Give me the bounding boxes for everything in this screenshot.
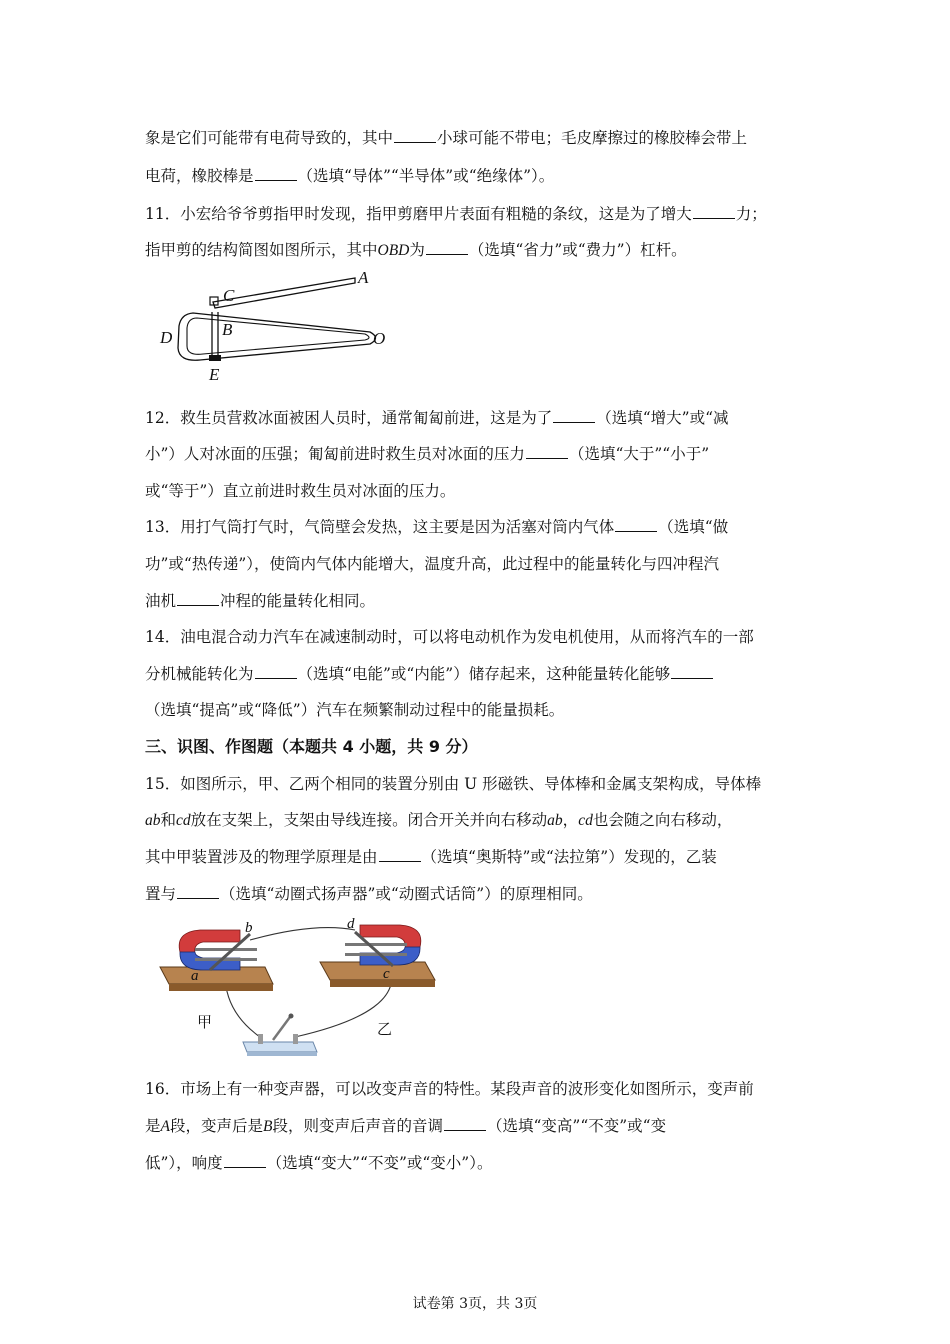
answer-blank[interactable] xyxy=(693,204,735,219)
q16-var: B xyxy=(263,1118,273,1135)
q15-text: 15．如图所示，甲、乙两个相同的装置分别由 U 形磁铁、导体棒和金属支架构成，导体棒 xyxy=(145,775,762,793)
q13-text: 冲程的能量转化相同。 xyxy=(220,592,376,610)
q10-text: 象是它们可能带有电荷导致的，其中 xyxy=(145,129,394,147)
q14-line3 xyxy=(145,700,564,720)
answer-blank[interactable] xyxy=(177,884,219,899)
q15-text: 其中甲装置涉及的物理学原理是由 xyxy=(145,848,378,866)
switch-handle xyxy=(289,1014,294,1019)
label-E: E xyxy=(209,365,220,384)
switch-post-left xyxy=(258,1034,263,1044)
answer-blank[interactable] xyxy=(426,240,468,255)
q14-line1 xyxy=(145,627,754,647)
q10-text: 小球可能不带电；毛皮摩擦过的橡胶棒会带上 xyxy=(437,129,748,147)
answer-blank[interactable] xyxy=(177,591,219,606)
section-heading: 三、识图、作图题（本题共 4 小题，共 9 分） xyxy=(145,737,478,756)
wire-top xyxy=(250,928,355,940)
answer-blank[interactable] xyxy=(671,664,713,679)
q15-text: 放在支架上，支架由导线连接。闭合开关并向右移动 xyxy=(190,811,548,829)
q13-text: 13．用打气筒打气时，气筒壁会发热，这主要是因为活塞对筒内气体 xyxy=(145,518,615,536)
q12-text: 小”）人对冰面的压强；匍匐前进时救生员对冰面的压力 xyxy=(145,445,525,463)
q13-text: 功”或“热传递”），使筒内气体内能增大，温度升高，此过程中的能量转化与四冲程汽 xyxy=(145,555,720,573)
q11-text: 为 xyxy=(409,241,425,259)
q13-text: 油机 xyxy=(145,592,177,610)
answer-blank[interactable] xyxy=(526,444,568,459)
q15-text: 置与 xyxy=(145,885,177,903)
q16-text: （选填“变大”“不变”或“变小”）。 xyxy=(266,1154,493,1172)
q12-text: （选填“大于”“小于” xyxy=(568,445,710,463)
q14-text: 分机械能转化为 xyxy=(145,665,254,683)
q11-text: 力； xyxy=(735,205,767,223)
q11-text: （选填“省力”或“费力”）杠杆。 xyxy=(468,241,687,259)
q16-text: 段，变声后是 xyxy=(169,1117,263,1135)
q15-line3 xyxy=(145,847,717,867)
q15-text: 和 xyxy=(160,811,177,829)
q11-line2 xyxy=(145,240,687,261)
label-b: b xyxy=(245,920,253,936)
clipper-inner xyxy=(187,318,369,354)
q12-line2 xyxy=(145,444,709,464)
answer-blank[interactable] xyxy=(255,166,297,181)
answer-blank[interactable] xyxy=(444,1116,486,1131)
q16-text: 低”），响度 xyxy=(145,1154,223,1172)
q16-line2 xyxy=(145,1116,666,1137)
answer-blank[interactable] xyxy=(553,408,595,423)
q16-var: A xyxy=(160,1118,170,1135)
q11-text: 11．小宏给爷爷剪指甲时发现，指甲剪磨甲片表面有粗糙的条纹，这是为了增大 xyxy=(145,205,692,223)
switch-base xyxy=(243,1042,317,1052)
answer-blank[interactable] xyxy=(379,847,421,862)
q15-line1 xyxy=(145,774,761,794)
rail-right xyxy=(345,943,407,946)
q12-text: 或“等于”）直立前进时救生员对冰面的压力。 xyxy=(145,482,456,500)
q15-var: cd xyxy=(578,812,593,829)
q10-line2 xyxy=(145,166,554,186)
q16-text: 是 xyxy=(145,1117,161,1135)
q15-var: ab xyxy=(547,812,563,829)
switch-post-right xyxy=(293,1034,298,1044)
q13-line2 xyxy=(145,554,719,574)
q10-text: （选填“导体”“半导体”或“绝缘体”）。 xyxy=(297,167,555,185)
q15-text: ， xyxy=(562,811,579,829)
q13-text: （选填“做 xyxy=(658,518,729,536)
switch-base-front xyxy=(247,1052,317,1056)
answer-blank[interactable] xyxy=(615,517,657,532)
q16-line3 xyxy=(145,1153,492,1173)
answer-blank[interactable] xyxy=(394,128,436,143)
label-O: O xyxy=(373,329,386,348)
q16-text: 16．市场上有一种变声器，可以改变声音的特性。某段声音的波形变化如图所示，变声前 xyxy=(145,1080,754,1098)
page-footer: 试卷第 3页，共 3页 xyxy=(412,1296,538,1312)
q16-line1 xyxy=(145,1079,754,1099)
answer-blank[interactable] xyxy=(224,1153,266,1168)
q12-text: 12．救生员营救冰面被困人员时，通常匍匐前进，这是为了 xyxy=(145,409,553,427)
rail-left-2 xyxy=(195,958,257,961)
label-A: A xyxy=(358,268,369,287)
q15-line4 xyxy=(145,884,593,904)
q14-line2 xyxy=(145,664,714,684)
label-B: B xyxy=(222,320,233,339)
q15-text: （选填“奥斯特”或“法拉第”）发现的，乙装 xyxy=(421,848,717,866)
q12-text: （选填“增大”或“减 xyxy=(596,409,729,427)
q15-line2 xyxy=(145,810,732,831)
q14-text: 14．油电混合动力汽车在减速制动时，可以将电动机作为发电机使用，从而将汽车的一部 xyxy=(145,628,754,646)
label-yi: 乙 xyxy=(377,1020,393,1038)
q16-text: 段，则变声后声音的音调 xyxy=(272,1117,443,1135)
label-C: C xyxy=(223,286,235,305)
q11-line1 xyxy=(145,204,767,224)
label-jia: 甲 xyxy=(197,1013,213,1031)
q11-text: 指甲剪的结构简图如图所示，其中 xyxy=(145,241,378,259)
magnet-apparatus-figure xyxy=(155,912,455,1062)
q15-text: 也会随之向右移动， xyxy=(592,811,733,829)
rail-left xyxy=(195,948,257,951)
q11-var: OBD xyxy=(377,242,410,259)
switch-lever xyxy=(273,1017,290,1040)
q15-text: （选填“动圈式扬声器”或“动圈式话筒”）的原理相同。 xyxy=(220,885,593,903)
label-a: a xyxy=(191,968,199,984)
q14-text: （选填“提高”或“降低”）汽车在频繁制动过程中的能量损耗。 xyxy=(145,701,565,719)
q13-line1 xyxy=(145,517,728,537)
base-left-front xyxy=(169,984,273,991)
q15-var: cd xyxy=(176,812,191,829)
q14-text: （选填“电能”或“内能”）储存起来，这种能量转化能够 xyxy=(297,665,671,683)
q16-text: （选填“变高”“不变”或“变 xyxy=(486,1117,667,1135)
pin-e xyxy=(209,355,221,361)
q13-line3 xyxy=(145,591,375,611)
label-D: D xyxy=(160,328,173,347)
answer-blank[interactable] xyxy=(255,664,297,679)
q10-text: 电荷，橡胶棒是 xyxy=(145,167,254,185)
q12-line1 xyxy=(145,408,729,428)
label-d: d xyxy=(347,916,355,932)
nail-clipper-figure xyxy=(155,268,395,388)
q10-line1 xyxy=(145,128,747,148)
q12-line3 xyxy=(145,481,455,501)
label-c: c xyxy=(383,966,390,982)
rail-right-2 xyxy=(345,953,407,956)
q15-var: ab xyxy=(145,812,161,829)
